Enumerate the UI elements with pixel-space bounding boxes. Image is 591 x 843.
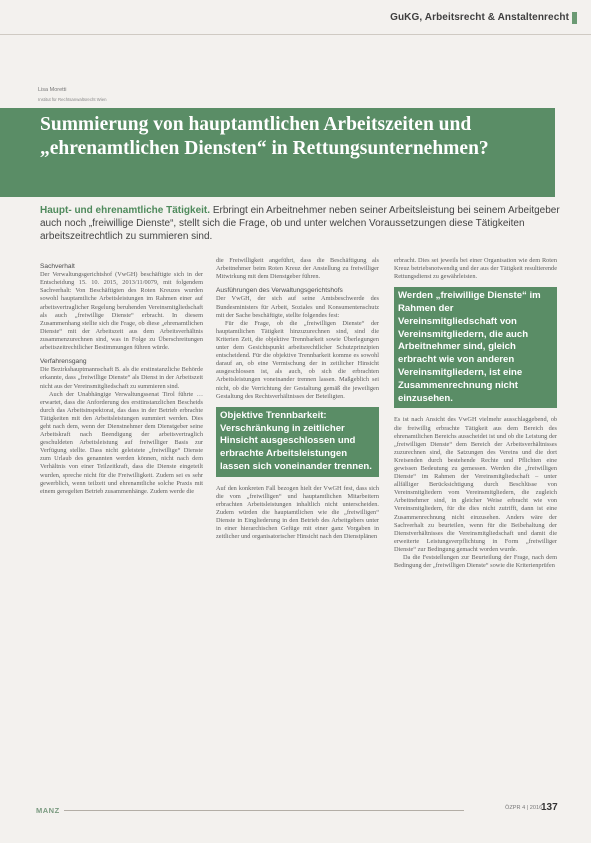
- heading-sachverhalt: Sachverhalt: [40, 263, 75, 270]
- footer-rule: [64, 810, 464, 811]
- author-name: Lisa Moretti: [38, 87, 67, 93]
- lead-paragraph: [40, 204, 562, 244]
- column-2: [216, 257, 379, 541]
- pull-quote-trennbarkeit: Objektive Trennbarkeit: Verschränkung in zeitlicher Hinsicht ausgeschlossen und erbrachte Arbeitsleistungen lassen sich voneinander trennen.: [216, 407, 379, 477]
- article-title: Summierung von hauptamtlichen Arbeitszeiten und „ehrenamtlichen Diensten“ in Rettungsunternehmen?: [40, 114, 489, 159]
- lead-text: Erbringt ein Arbeitnehmer neben seiner Arbeitsleistung bei seinem Arbeitgeber auch noch „freiwillige Dienste“, stellt sich die Frage, ob und unter welchen Voraussetzungen diese Tätigkeiten arbeitszeitrechtlich zu summieren sind.: [40, 205, 560, 243]
- running-header: [0, 0, 591, 35]
- page-number: 137: [541, 802, 558, 813]
- column-3: [394, 257, 557, 570]
- col2-paragraph-2: Der VwGH, der sich auf seine Amtsbeschwerde des Bundesministers für Arbeit, Soziales und Konsumentenschutz mit der Sache beschäftigte, stellte folgendes fest:: [216, 295, 379, 319]
- col3-paragraph-1: erbracht. Dies sei jeweils bei einer Organisation wie dem Roten Kreuz betriebsnotwendig und der aus der Tätigkeit resultierende Rettungsdienst zu gewährleisten.: [394, 257, 557, 281]
- col2-paragraph-1: die Freiwilligkeit angeführt, dass die Beschäftigung als Arbeitnehmer beim Roten Kreuz der Anstellung zu freiwilliger Mitwirkung mit dem Dienstgeber führen.: [216, 257, 379, 281]
- heading-verfahrensgang: Verfahrensgang: [40, 358, 87, 366]
- journal-issue: ÖZPR 4 | 2016: [505, 805, 543, 811]
- col3-paragraph-2: Es ist nach Ansicht des VwGH vielmehr ausschlaggebend, ob die freiwillig erbrachte Tätigkeit aus dem Bereich des ehrenamtlichen Bereichs ausscheidet ist und ob die Leistung der „freiwilligen Dienste“ dem Bereich der Arbeitsverhältnisses zuzurechnen sind, die Satzungen des Vereins und die dort Kreisenden durch bestehende Rechte und Pflichten eine gewissen Bedeutung zu gemessen. Werden die „freiwilligen Dienste“ im Rahmen der Vereinsmitgliedschaft – unter allfälliger Berücksichtigung durch Beschlüsse von Vereinsmitgliedern vom Vereinsmitgliedern, die zugleich Arbeitnehmer sind, in gleicher Weise erbracht wie von Vereinsmitgliedern, für die dies nicht zutrifft, dann ist eine Zusammenrechnung nicht einzusehen. Anders wäre der Sachverhalt zu beurteilen, wenn für die Beibehaltung der Dienstverhältnisses die Vereinsmitgliedschaft und damit die erweiterte Leistungsverpflichtung in Form „freiwilliger Dienste“ zur Bedingung gemacht worden wurde.: [394, 416, 557, 553]
- col1-paragraph-3: Auch der Unabhängige Verwaltungssenat Tirol führte … erwartet, dass die Anforderung des ersttinstanzlichen Bescheids durch das Arbeitsinspektorat, das dass in der Betrieb erbrachte Tätigkeiten mit den Arbeitsleistungen summiert werden. Dies geht nach dem, wenn der Dienstnehmer dem Dienstgeber seine Arbeitskraft nach Beendigung der arbeitsvertraglich geschuldeten Arbeitsleistung auf freiwilliger Basis zur Verfügung stellte. Dass nicht geleistete „freiwillige“ Dienste zum Urlaub des genannten werden können, nicht nach dem Verhältnis von einer Teilzeitkraft, dass die Dienste eingeteilt wurden, spreche nicht für die Freiwilligkeit. Zudem sei es sehr gewerblich, wenn teilzeit und ehrenamtliche solche Praxis mit einem geregelten Betrieb zusammenhänge. Zudem werde die: [40, 390, 203, 495]
- col3-paragraph-3: Da die Feststellungen zur Beurteilung der Frage, nach dem Bedingung der „freiwilligen Dienste“ sowie die Kriterienprüfen: [394, 554, 557, 570]
- heading-ausfuehrungen: Ausführungen des Verwaltungsgerichtshofs: [216, 287, 343, 295]
- publisher-logo: MANZ: [36, 806, 60, 815]
- column-1: [40, 257, 203, 496]
- section-label: GuKG, Arbeitsrecht & Anstaltenrecht: [390, 12, 569, 23]
- col2-paragraph-4: Auf den konkreten Fall bezogen hielt der VwGH fest, dass sich die vom „freiwilligen“ und hauptamtlichen Mitarbeitern erbrachten Arbeitsleistungen inhaltlich nicht unterscheiden. Zudem würden die hauptamtlichen wie die „freiwilligen“ Dienste in Eingliederung in den Betrieb des Arbeitgebers unter in einer hierarchischen Gefüge mit einer ganz Vorgaben in zeitlicher und organisatorischer Hinsicht nach den Dienstplänen: [216, 484, 379, 541]
- col2-paragraph-3: Für die Frage, ob die „freiwilligen Dienste“ der hauptamtlichen Tätigkeit hinzuzurechnen sind, sind die Kriterien Zeit, die objektive Trennbarkeit sowie Überlegungen unter dem Gesichtspunkt arbeitsrechtlicher Schutzprinzipien entscheidend. Für die objektive Trennbarkeit komme es sowohl darauf an, ob eine Vermischung der in zeitlicher Hinsicht ausgeschlossen ist, als auch, ob sich die erbrachten Arbeitsleistungen voneinander trennen lassen. Maßgeblich sei nicht, ob die Verrichtung der Gestaltung gemäß die jeweiligen Gestaltung des Rechtsverhältnisses der Beteiligten.: [216, 319, 379, 400]
- lead-strong: Haupt- und ehrenamtliche Tätigkeit.: [40, 205, 211, 216]
- col1-paragraph-1: Der Verwaltungsgerichtshof (VwGH) beschäftigte sich in der Entscheidung 15. 10. 2015, 2013/11/0079, mit folgendem Sachverhalt: Von Beschäftigten des Roten Kreuzes wurden sowohl hauptamtliche Arbeitsleistungen im Rahmen einer auf arbeitsvertraglicher Regelung beruhenden Vereinsmitgliedschaft als auch „freiwillige Dienste“ erbracht. In diesem Zusammenhang stellte sich die Frage, ob diese „ehrenamtlichen Dienste“ mit der Arbeitszeit aus dem Arbeitsverhältnis zusammenzurechnen sind, was in Folge zu Überschreitungen arbeitszeitrechtlicher Bestimmungen führen würde.: [40, 271, 203, 352]
- section-marker: [572, 12, 577, 24]
- author-affiliation: Institut für Rechtsanwaltsrecht Wien: [38, 97, 107, 102]
- pull-quote-vereinsmitglieder: Werden „freiwillige Dienste“ im Rahmen der Vereinsmitgliedschaft von Vereinsmitgliedern, die auch Arbeitnehmer sind, gleich erbracht wie von anderen Vereinsmitgliedern, ist eine Zusammenrechnung nicht einzusehen.: [394, 287, 557, 408]
- col1-paragraph-2: Die Bezirkshauptmannschaft B. als die erstinstanzliche Behörde erkannte, dass „freiwillige Dienste“ als Dienst in der Arbeitszeit nicht aus der Vereinsmitgliedschaft zu summieren sind.: [40, 366, 203, 390]
